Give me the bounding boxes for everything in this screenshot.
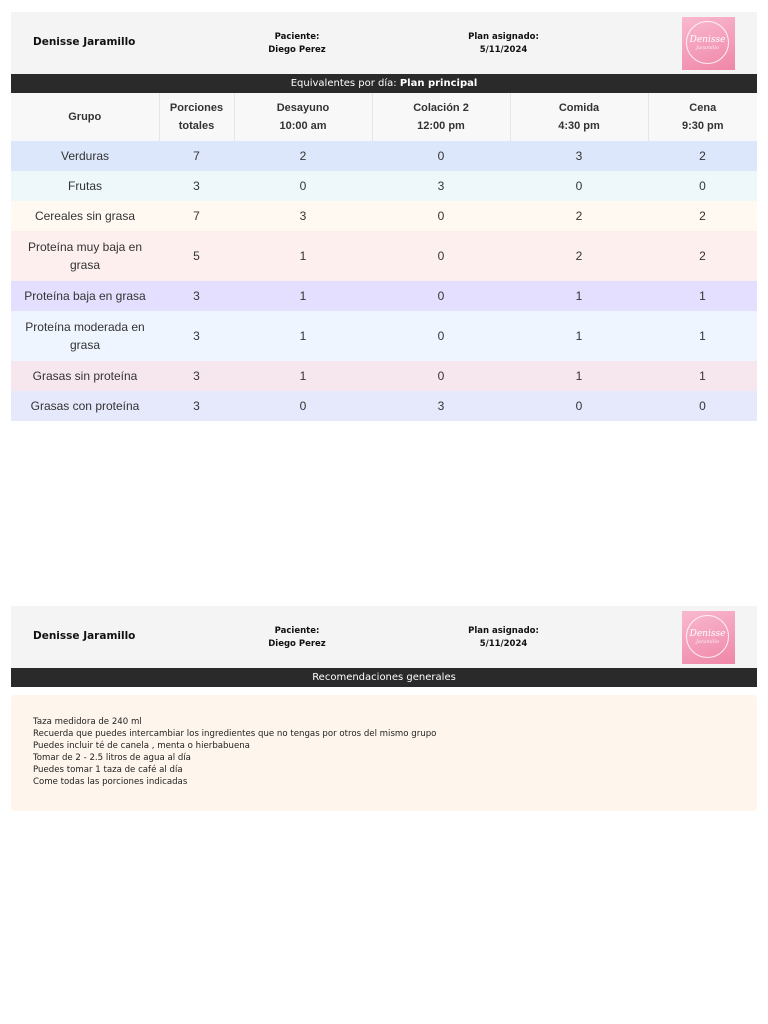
patient-name: Diego Perez [268, 45, 326, 55]
table-row [11, 171, 757, 201]
cell-total: 3 [193, 399, 200, 413]
recommendation-item: Puedes incluir té de canela , menta o hierbabuena [33, 740, 250, 751]
cell-cena: 2 [699, 209, 706, 223]
col-header-porciones: Porciones totales [159, 93, 234, 141]
cell-colacion2: 0 [437, 369, 445, 383]
cell-comida: 2 [575, 209, 583, 223]
nutritionist-name: Denisse Jaramillo [33, 630, 136, 642]
cell-colacion2: 3 [437, 399, 445, 413]
cell-total: 5 [193, 249, 200, 263]
patient-name: Diego Perez [268, 639, 326, 649]
cell-cena: 0 [699, 179, 706, 193]
plan-label: Plan asignado: [468, 626, 539, 636]
recommendations-box [11, 695, 757, 811]
cell-cena: 2 [699, 249, 706, 263]
cell-desayuno: 0 [299, 399, 307, 413]
table-row [11, 231, 757, 281]
cell-comida: 1 [575, 329, 583, 343]
table-row [11, 361, 757, 391]
cell-desayuno: 1 [299, 289, 307, 303]
cell-comida: 1 [575, 369, 583, 383]
cell-grupo: Proteína baja en grasa [24, 289, 146, 303]
plan-date: 5/11/2024 [479, 45, 528, 55]
logo-subtext: Jaramillo [696, 638, 719, 645]
equivalents-band [11, 74, 757, 93]
table-row [11, 281, 757, 311]
cell-total: 3 [193, 369, 200, 383]
col-header-comida: Comida 4:30 pm [510, 93, 648, 141]
cell-cena: 0 [699, 399, 706, 413]
cell-total: 7 [193, 149, 200, 163]
cell-total: 7 [193, 209, 200, 223]
table-row [11, 391, 757, 421]
table-row [11, 141, 757, 171]
logo-subtext: Jaramillo [696, 44, 719, 51]
cell-desayuno: 2 [299, 149, 307, 163]
plan-section [11, 12, 757, 421]
cell-colacion2: 0 [437, 289, 445, 303]
reco-header [11, 606, 757, 668]
table-header-row [11, 93, 757, 141]
cell-comida: 3 [575, 149, 583, 163]
patient-info [247, 31, 347, 57]
recommendation-item: Puedes tomar 1 taza de café al día [33, 764, 183, 775]
plan-info [451, 31, 556, 57]
plan-info [451, 625, 556, 651]
logo-text: Denisse [689, 34, 726, 45]
recommendation-item: Recuerda que puedes intercambiar los ingredientes que no tengas por otros del mismo grupo [33, 728, 437, 739]
band-prefix: Equivalentes por día: [290, 78, 397, 89]
cell-cena: 1 [699, 289, 706, 303]
cell-total: 3 [193, 179, 200, 193]
col-header-desayuno: Desayuno 10:00 am [234, 93, 372, 141]
cell-desayuno: 3 [299, 209, 307, 223]
cell-comida: 1 [575, 289, 583, 303]
plan-header [11, 12, 757, 74]
recommendation-item: Tomar de 2 - 2.5 litros de agua al día [33, 752, 191, 763]
cell-grupo: Verduras [60, 149, 110, 163]
col-header-cena: Cena 9:30 pm [648, 93, 757, 141]
cell-grupo: Frutas [67, 179, 102, 193]
recommendation-item: Come todas las porciones indicadas [33, 776, 188, 787]
band-plan-name: Plan principal [399, 78, 478, 89]
cell-desayuno: 1 [299, 249, 307, 263]
cell-colacion2: 0 [437, 209, 445, 223]
cell-grupo: Grasas con proteína [30, 399, 140, 413]
recommendations-band: Recomendaciones generales [11, 668, 757, 687]
cell-grupo: Proteína muy baja en grasa [27, 240, 143, 272]
cell-desayuno: 1 [299, 329, 307, 343]
cell-colacion2: 0 [437, 329, 445, 343]
table-row [11, 201, 757, 231]
cell-colacion2: 0 [437, 149, 445, 163]
logo-ring [686, 21, 729, 64]
col-header-colacion2: Colación 2 12:00 pm [372, 93, 510, 141]
cell-grupo: Grasas sin proteína [32, 369, 138, 383]
logo-ring [686, 615, 729, 658]
patient-label: Paciente: [274, 626, 320, 636]
cell-grupo: Cereales sin grasa [34, 209, 136, 223]
cell-comida: 0 [575, 179, 583, 193]
cell-cena: 2 [699, 149, 706, 163]
logo-text: Denisse [689, 628, 726, 639]
col-header-grupo: Grupo [11, 93, 159, 141]
cell-comida: 0 [575, 399, 583, 413]
cell-desayuno: 0 [299, 179, 307, 193]
cell-grupo: Proteína moderada en grasa [25, 320, 145, 352]
equivalents-table [11, 93, 757, 421]
brand-logo [682, 17, 735, 70]
plan-label: Plan asignado: [468, 32, 539, 42]
nutritionist-name: Denisse Jaramillo [33, 36, 136, 48]
cell-colacion2: 0 [437, 249, 445, 263]
recommendation-item: Taza medidora de 240 ml [33, 717, 142, 727]
cell-colacion2: 3 [437, 179, 445, 193]
patient-info [247, 625, 347, 651]
patient-label: Paciente: [274, 32, 320, 42]
table-row [11, 311, 757, 361]
cell-cena: 1 [699, 329, 706, 343]
cell-desayuno: 1 [299, 369, 307, 383]
cell-cena: 1 [699, 369, 706, 383]
cell-total: 3 [193, 329, 200, 343]
recommendations-section [11, 606, 757, 811]
plan-date: 5/11/2024 [479, 639, 528, 649]
cell-comida: 2 [575, 249, 583, 263]
cell-total: 3 [193, 289, 200, 303]
brand-logo [682, 611, 735, 664]
